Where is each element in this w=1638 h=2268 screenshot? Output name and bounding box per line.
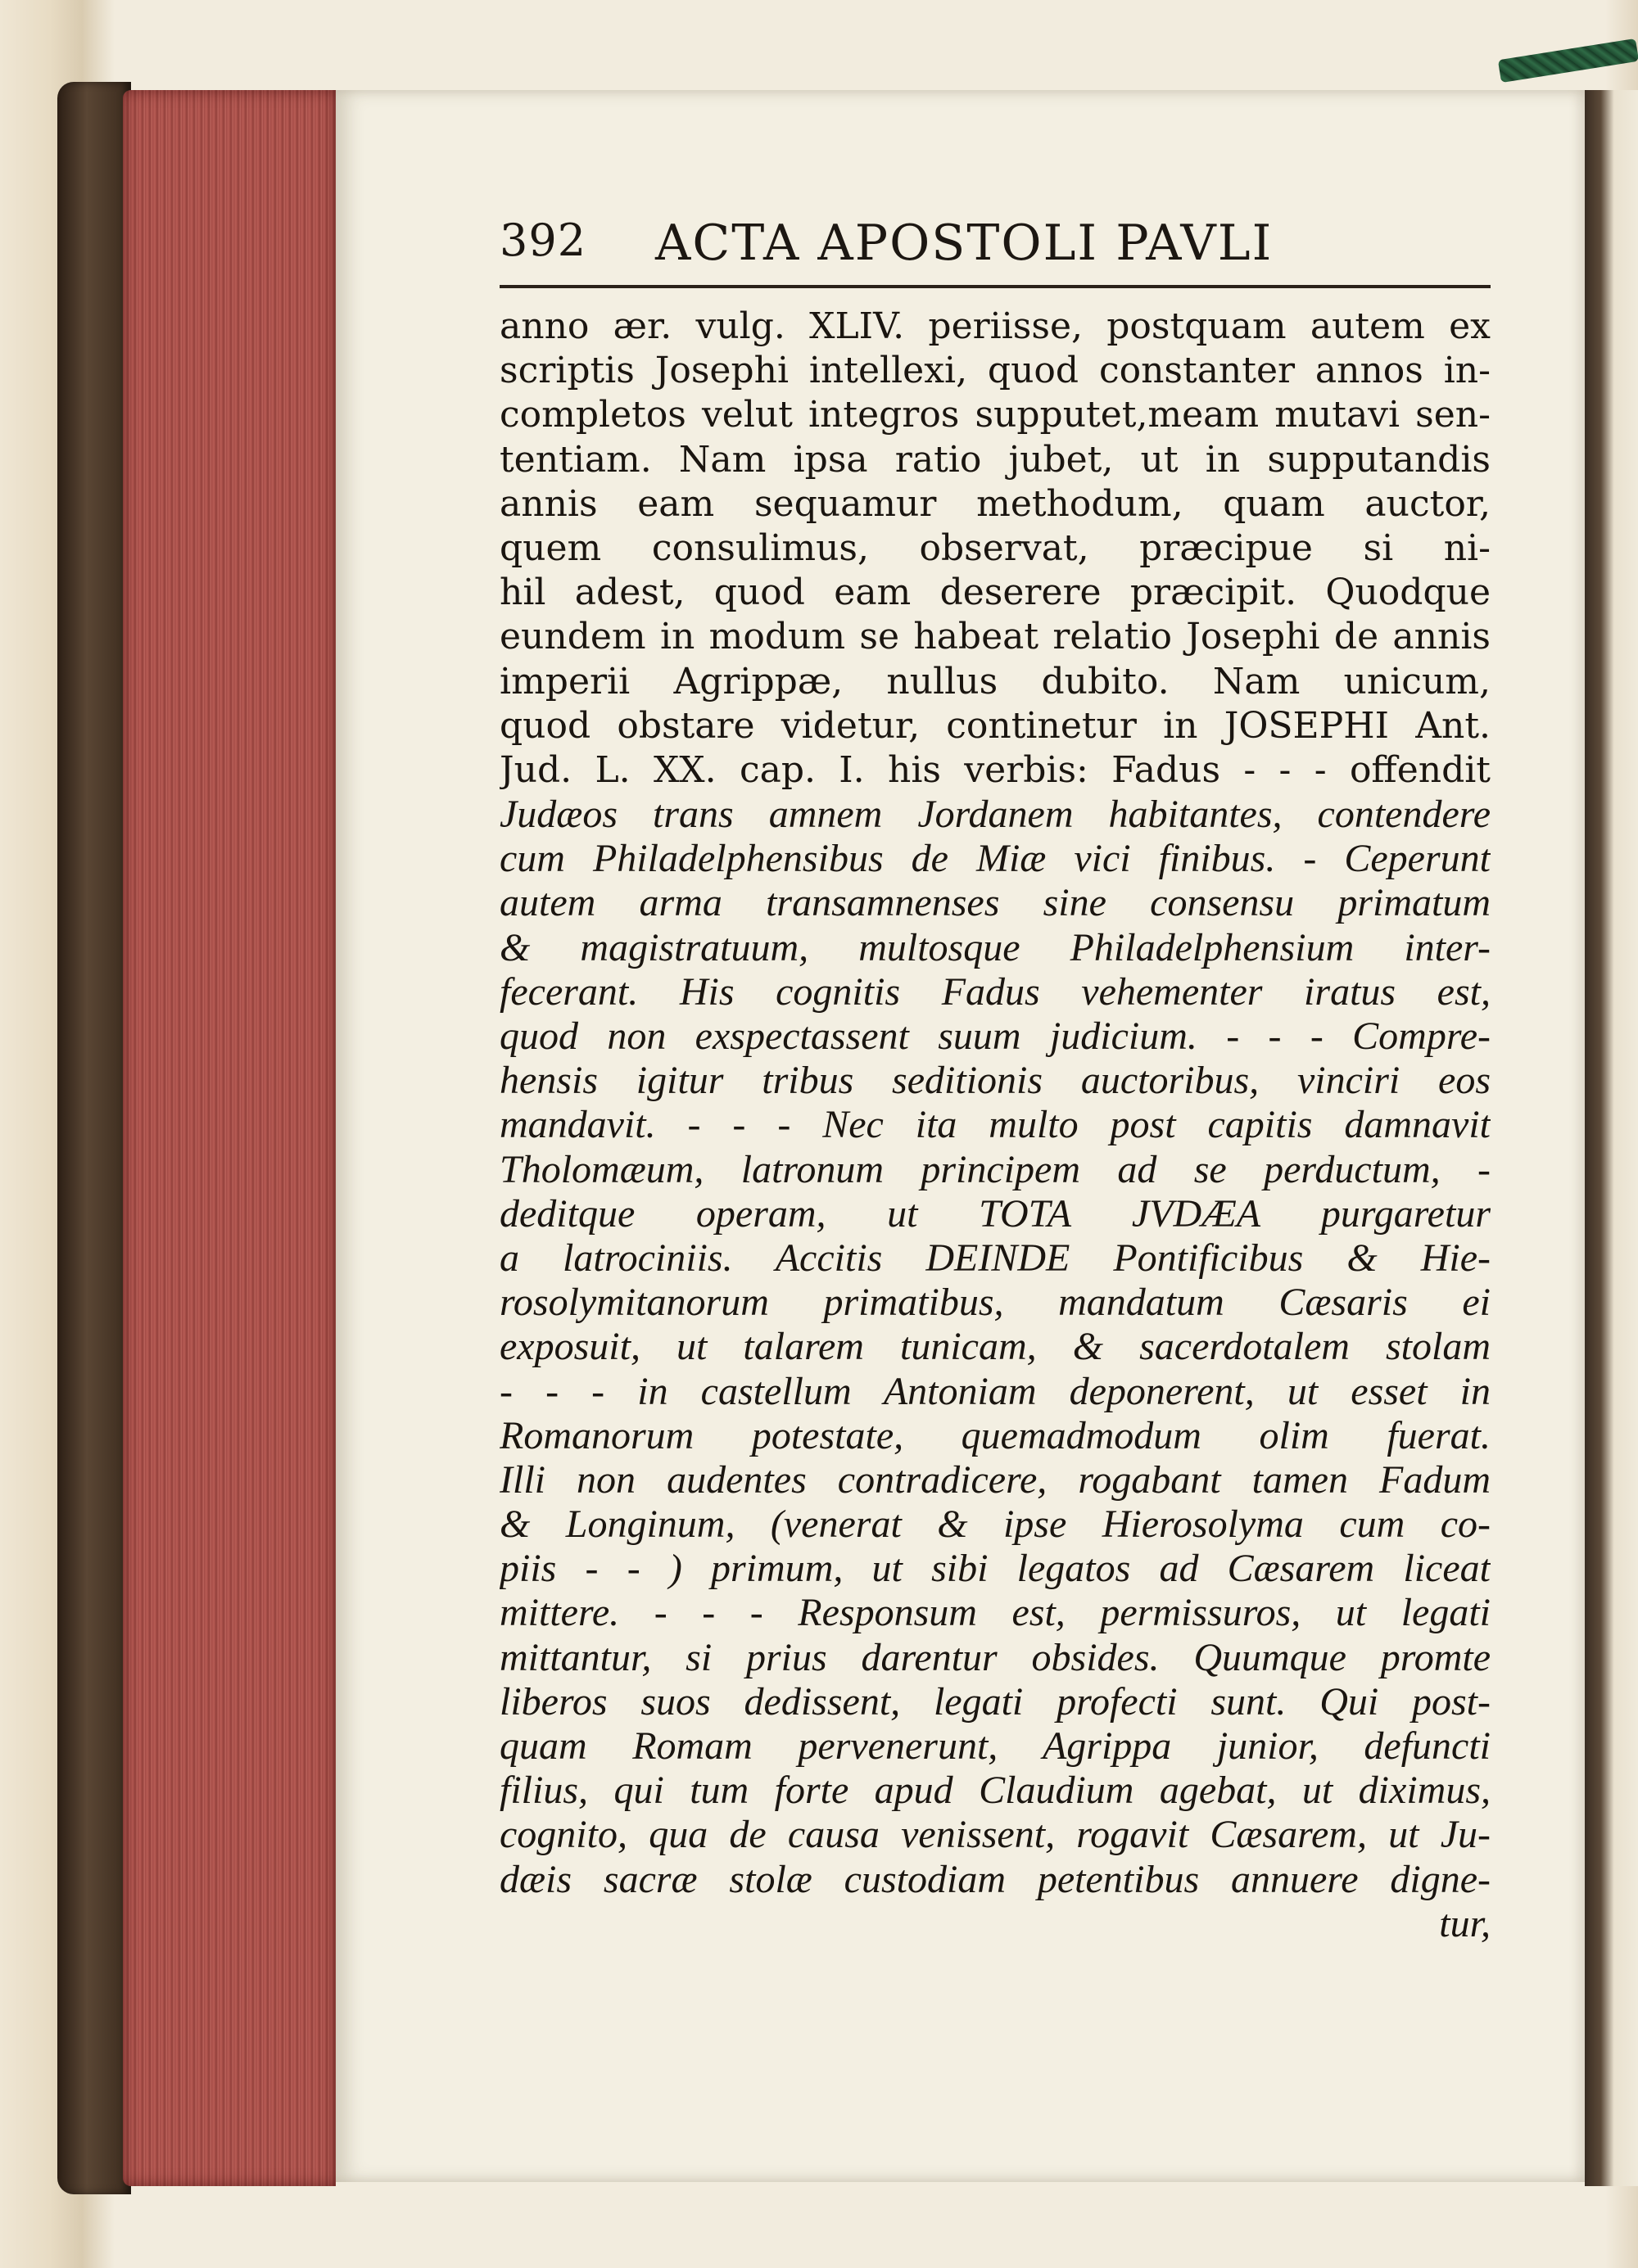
text-line: Tholomæum, latronum principem ad se perductum, -	[500, 1147, 1491, 1191]
text-line: liberos suos dedissent, legati profecti sunt. Qui post-	[500, 1679, 1491, 1724]
text-line: cognito, qua de causa venissent, rogavit Cæsarem, ut Ju-	[500, 1813, 1491, 1857]
text-line: hensis igitur tribus seditionis auctoribus, vinciri eos	[500, 1059, 1491, 1103]
text-line: Jud. L. XX. cap. I. his verbis: Fadus - - - offendit	[500, 748, 1491, 791]
text-line: eundem in modum se habeat relatio Josephi de annis	[500, 616, 1491, 658]
text-line: piis - - ) primum, ut sibi legatos ad Cæsarem liceat	[500, 1547, 1491, 1591]
running-head: ACTA APOSTOLI PAVLI	[655, 215, 1274, 272]
text-line: tentiam. Nam ipsa ratio jubet, ut in supputandis	[500, 438, 1491, 481]
text-line: autem arma transamnenses sine consensu primatum	[500, 881, 1491, 925]
text-line: tur,	[1439, 1901, 1491, 1945]
page-edges-red	[123, 90, 336, 2186]
text-line: deditque operam, ut TOTA JVDÆA purgaretur	[500, 1191, 1491, 1236]
text-line: quem consulimus, observat, præcipue si ni-	[500, 526, 1491, 569]
text-line: annis eam sequamur methodum, quam auctor,	[500, 482, 1491, 525]
text-line: Illi non audentes contradicere, rogabant tamen Fadum	[500, 1457, 1491, 1502]
text-line: fecerant. His cognitis Fadus vehementer iratus est,	[500, 969, 1491, 1014]
page-number: 392	[500, 215, 587, 266]
book-cover-spine	[57, 82, 131, 2194]
text-line: quod non exspectassent suum judicium. - - - Compre-	[500, 1014, 1491, 1058]
text-line: mandavit. - - - Nec ita multo post capitis damnavit	[500, 1103, 1491, 1147]
text-line: quam Romam pervenerunt, Agrippa junior, defuncti	[500, 1724, 1491, 1768]
text-line: cum Philadelphensibus de Miæ vici finibus. - Ceperunt	[500, 837, 1491, 881]
text-line: mittantur, si prius darentur obsides. Quumque promte	[500, 1635, 1491, 1679]
text-line: hil adest, quod eam deserere præcipit. Quodque	[500, 572, 1491, 614]
page-header	[500, 215, 1491, 288]
text-line: & Longinum, (venerat & ipse Hierosolyma cum co-	[500, 1502, 1491, 1547]
text-line: scriptis Josephi intellexi, quod constanter annos in-	[500, 350, 1491, 392]
text-line: filius, qui tum forte apud Claudium agebat, ut diximus,	[500, 1769, 1491, 1813]
text-line: & magistratuum, multosque Philadelphensium inter-	[500, 925, 1491, 969]
text-line: mittere. - - - Responsum est, permissuros, ut legati	[500, 1591, 1491, 1635]
text-line: imperii Agrippæ, nullus dubito. Nam unicum,	[500, 660, 1491, 703]
text-line: anno ær. vulg. XLIV. periisse, postquam autem ex	[500, 305, 1491, 347]
text-line: - - - in castellum Antoniam deponerent, ut esset in	[500, 1369, 1491, 1413]
text-line: Romanorum potestate, quemadmodum olim fuerat.	[500, 1413, 1491, 1457]
text-line: Judæos trans amnem Jordanem habitantes, contendere	[500, 793, 1491, 837]
body-text	[500, 305, 1491, 1946]
text-line: dæis sacræ stolæ custodiam petentibus annuere digne-	[500, 1857, 1491, 1901]
text-line: quod obstare videtur, continetur in JOSEPHI Ant.	[500, 704, 1491, 747]
facing-page-edge	[1585, 90, 1638, 2186]
text-line: completos velut integros supputet,meam mutavi sen-	[500, 394, 1491, 436]
text-line: rosolymitanorum primatibus, mandatum Cæsaris ei	[500, 1281, 1491, 1325]
text-line: exposuit, ut talarem tunicam, & sacerdotalem stolam	[500, 1325, 1491, 1369]
header-rule	[500, 285, 1491, 288]
text-line: a latrociniis. Accitis DEINDE Pontificibus & Hie-	[500, 1236, 1491, 1280]
